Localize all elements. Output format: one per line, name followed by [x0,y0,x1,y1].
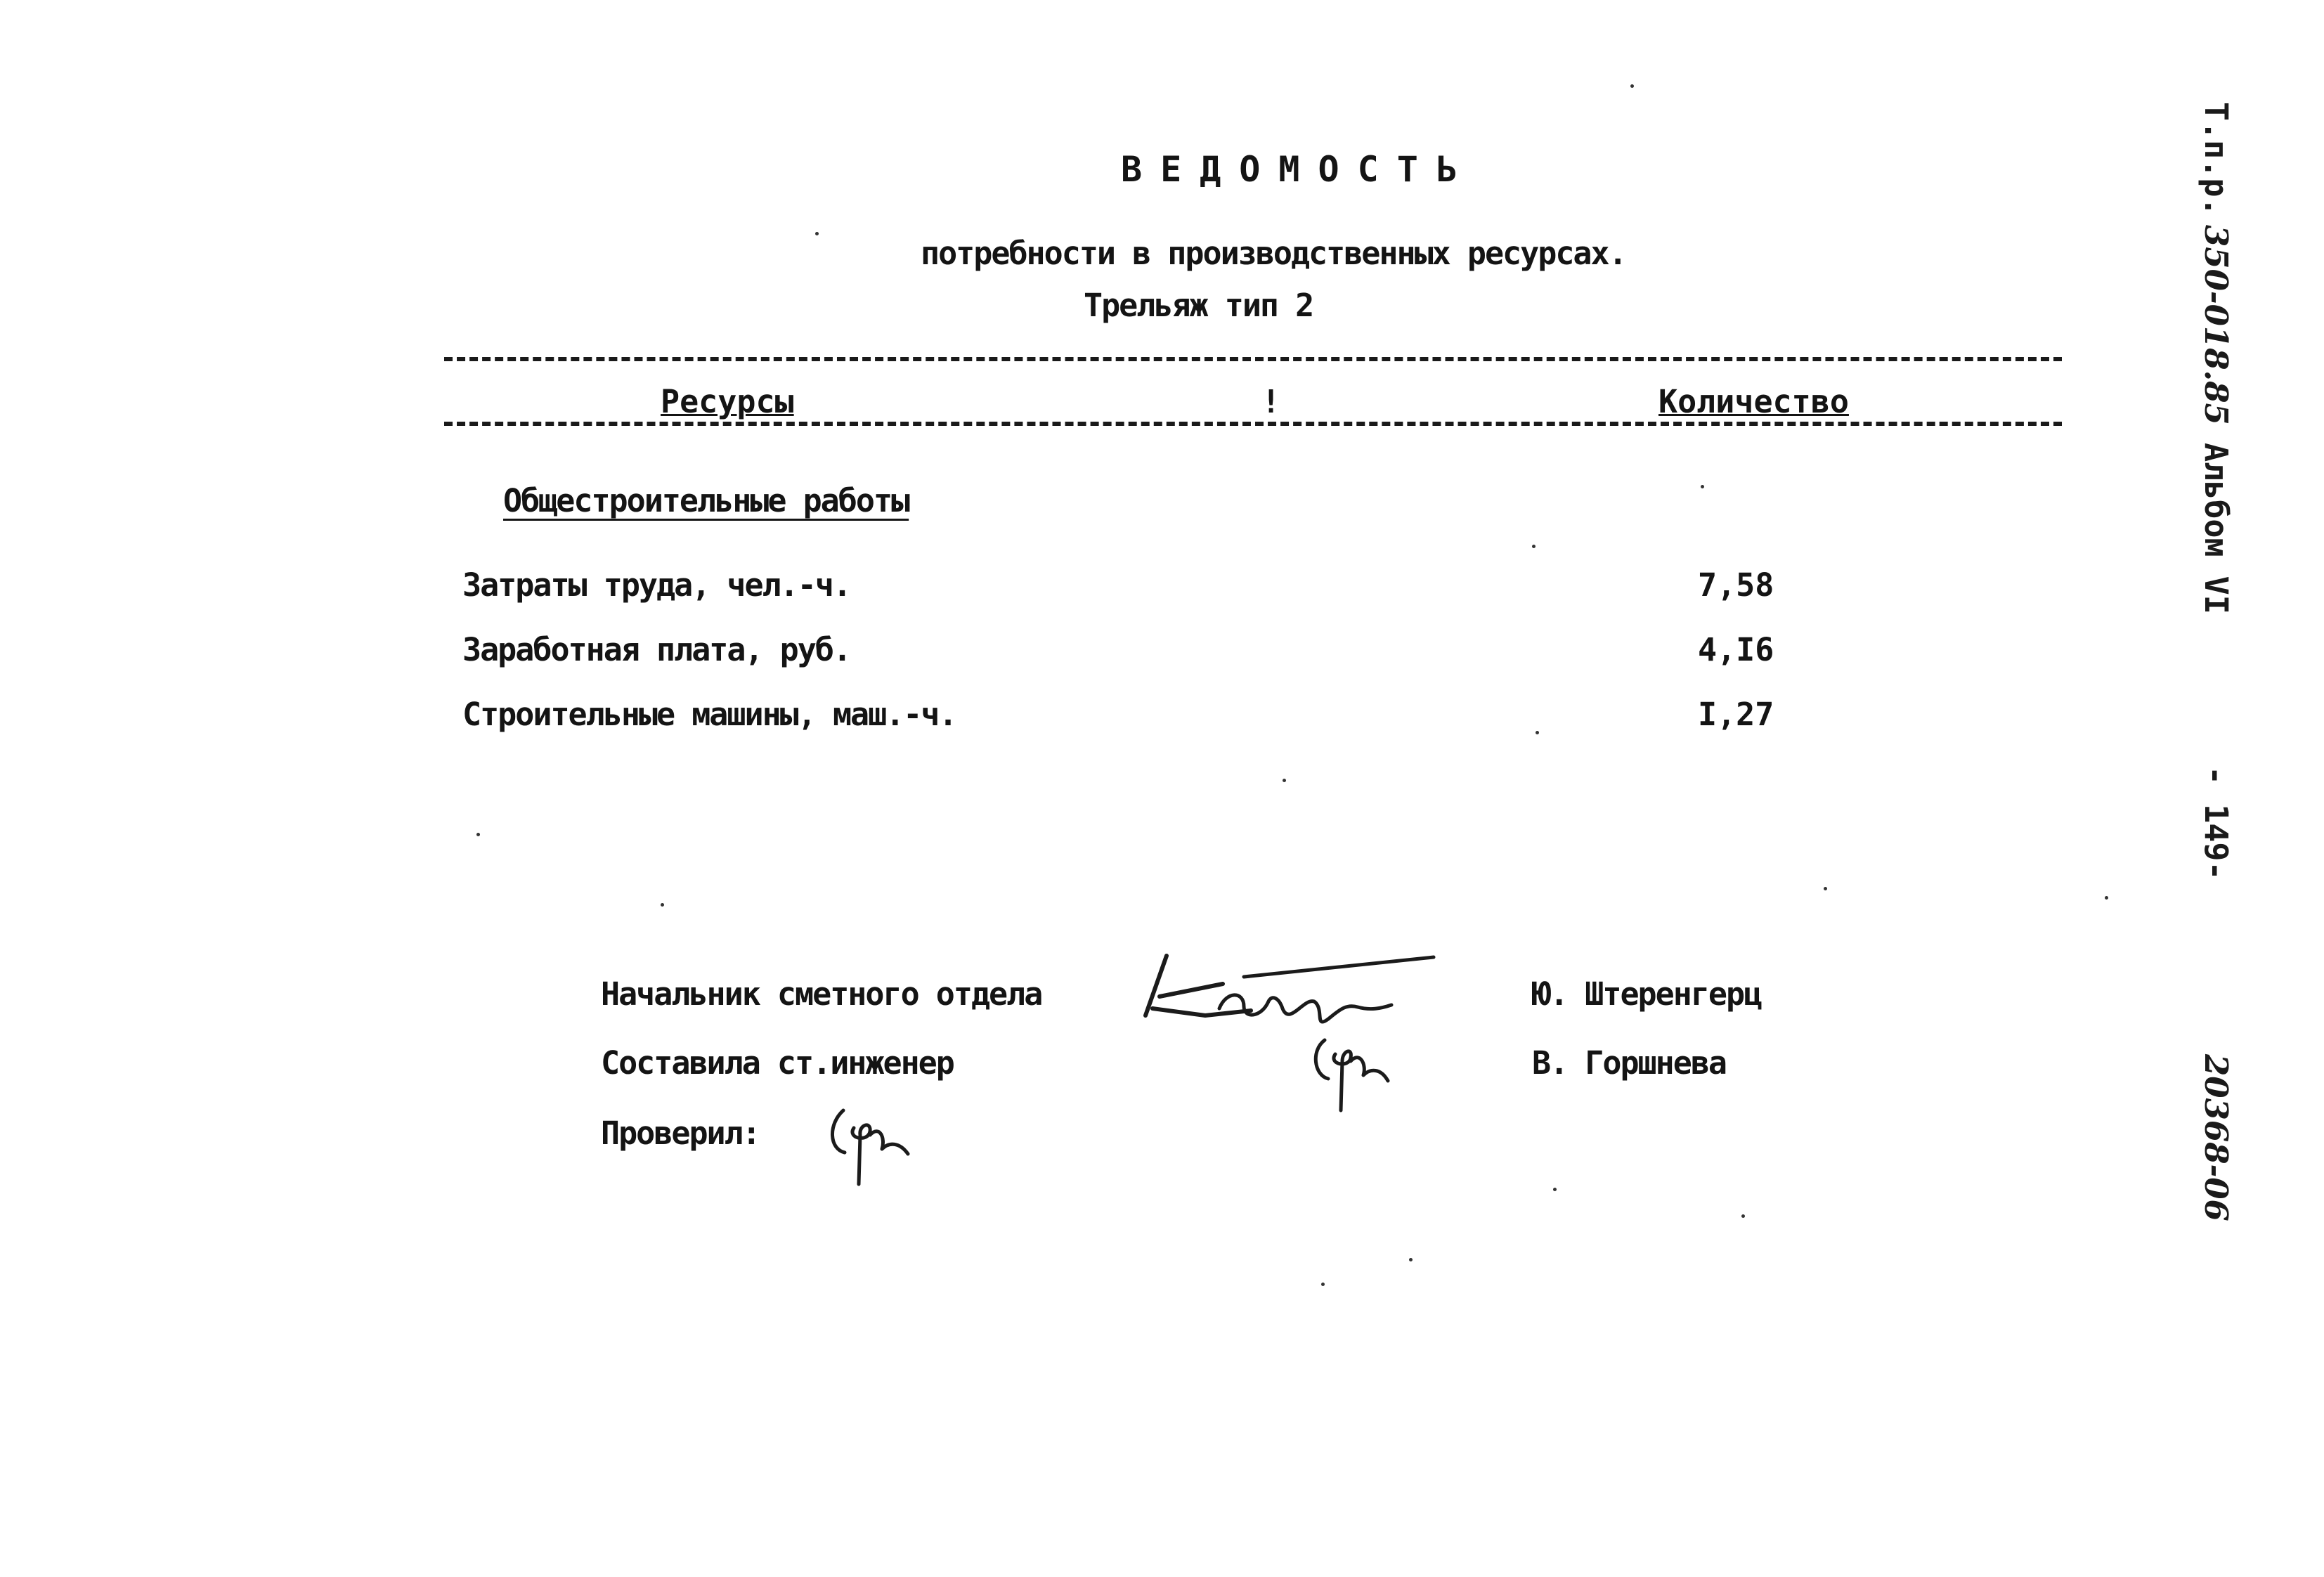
signature-compiled [1300,1026,1413,1117]
head-role: Начальник сметного отдела [601,975,1042,1013]
scan-speck [1321,1283,1325,1286]
signature-head [1138,942,1448,1033]
scan-speck [1532,545,1536,548]
table-header-rule [444,422,2062,426]
header-quantity: Количество [1658,383,1849,420]
table-top-rule [444,357,2062,361]
scan-speck [661,903,664,907]
scan-speck [1553,1188,1557,1191]
scan-speck [1824,887,1827,890]
scan-speck [1701,485,1704,488]
scan-speck [815,232,819,235]
document-subtitle: потребности в производственных ресурсах. [921,235,1626,272]
row-label: Строительные машины, маш.-ч. [462,696,956,733]
side-code-handwritten: 350-018.85 [2198,225,2235,425]
row-value: 4,I6 [1698,631,1774,668]
section-heading: Общестроительные работы [503,482,909,519]
head-name: Ю. Штеренгерц [1532,975,1762,1013]
document-title: ВЕДОМОСТЬ [1121,149,1476,190]
header-resources: Ресурсы [661,383,794,420]
side-code-printed: Т.п.р. [2198,102,2235,216]
scan-speck [1741,1214,1745,1218]
scan-speck [1283,779,1286,782]
side-inventory: 20368-06 [2198,1054,2235,1221]
scan-speck [2105,896,2108,900]
document-subtitle-type: Трельяж тип 2 [1084,287,1313,324]
scan-speck [1409,1258,1413,1261]
row-value: 7,58 [1698,566,1774,604]
checked-label: Проверил: [601,1115,760,1152]
side-page: - 149- [2198,766,2235,881]
scan-speck [1536,731,1539,734]
compiled-name: В. Горшнева [1532,1044,1727,1082]
scan-speck [1630,84,1634,88]
row-label: Заработная плата, руб. [462,631,851,668]
row-label: Затраты труда, чел.-ч. [462,566,851,604]
side-album: Альбом VI [2198,443,2235,614]
row-value: I,27 [1698,696,1774,733]
compiled-role: Составила ст.инженер [601,1044,954,1082]
header-separator: ! [1261,383,1281,420]
scan-speck [476,833,480,836]
signature-checked [815,1096,935,1195]
